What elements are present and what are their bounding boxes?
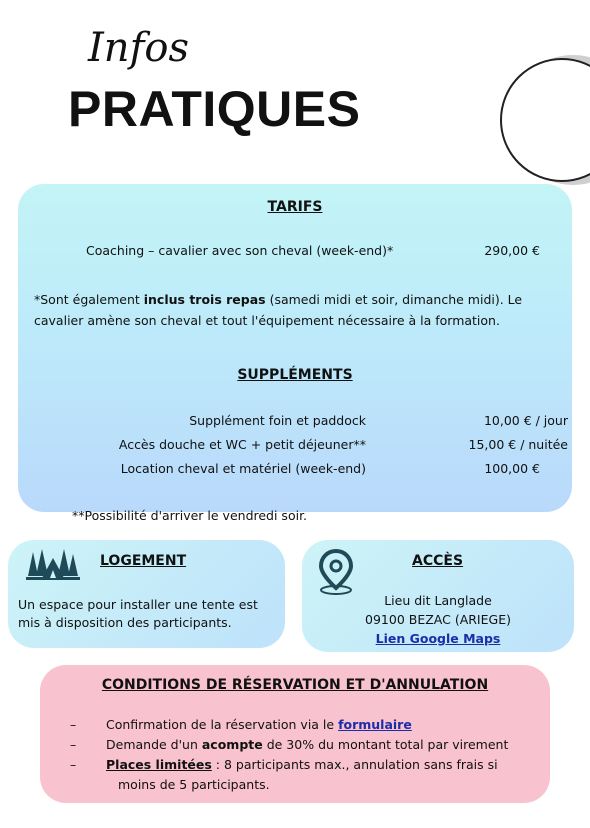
tarifs-note-line1: *Sont également inclus trois repas (samedi midi et soir, dimanche midi). Le	[34, 292, 523, 307]
supplement-label: Location cheval et matériel (week-end)	[120, 461, 366, 476]
conditions-heading: CONDITIONS DE RÉSERVATION ET D'ANNULATION	[101, 677, 489, 693]
supplements-note: **Possibilité d'arriver le vendredi soir.	[72, 508, 308, 523]
conditions-item-3: Places limitées : 8 participants max., annulation sans frais si	[106, 757, 498, 772]
decorative-circle-outline	[500, 58, 590, 182]
conditions-item-2: Demande d'un acompte de 30% du montant total par virement	[106, 737, 509, 752]
conditions-item-3-line2: moins de 5 participants.	[118, 777, 270, 792]
tent-forest-icon	[22, 546, 84, 584]
acces-address-line2: 09100 BEZAC (ARIEGE)	[365, 612, 511, 627]
logement-heading: LOGEMENT	[100, 553, 187, 569]
list-bullet: –	[70, 757, 77, 772]
acces-heading: ACCÈS	[412, 553, 464, 569]
conditions-item-1: Confirmation de la réservation via le formulaire	[106, 717, 412, 732]
tarifs-heading: TARIFS	[267, 199, 323, 215]
map-pin-icon	[316, 548, 356, 596]
supplement-price: 10,00 € / jour	[483, 413, 568, 428]
list-bullet: –	[70, 737, 77, 752]
supplement-price: 15,00 € / nuitée	[468, 437, 568, 452]
supplement-label: Accès douche et WC + petit déjeuner**	[118, 437, 366, 452]
supplement-price: 100,00 €	[484, 461, 540, 476]
header-script-word: Infos	[88, 25, 189, 71]
google-maps-link[interactable]: Lien Google Maps	[375, 631, 501, 646]
supplements-heading: SUPPLÉMENTS	[237, 367, 353, 383]
supplement-label: Supplément foin et paddock	[189, 413, 366, 428]
logement-text-line1: Un espace pour installer une tente est	[18, 597, 258, 612]
page-title: PRATIQUES	[68, 81, 361, 137]
logement-text-line2: mis à disposition des participants.	[18, 615, 232, 630]
tarifs-note-line2: cavalier amène son cheval et tout l'équipement nécessaire à la formation.	[34, 313, 500, 328]
tarif-price: 290,00 €	[484, 243, 540, 258]
tarif-label: Coaching – cavalier avec son cheval (week-end)*	[86, 243, 394, 258]
formulaire-link[interactable]: formulaire	[338, 717, 412, 732]
acces-address-line1: Lieu dit Langlade	[384, 593, 492, 608]
list-bullet: –	[70, 717, 77, 732]
